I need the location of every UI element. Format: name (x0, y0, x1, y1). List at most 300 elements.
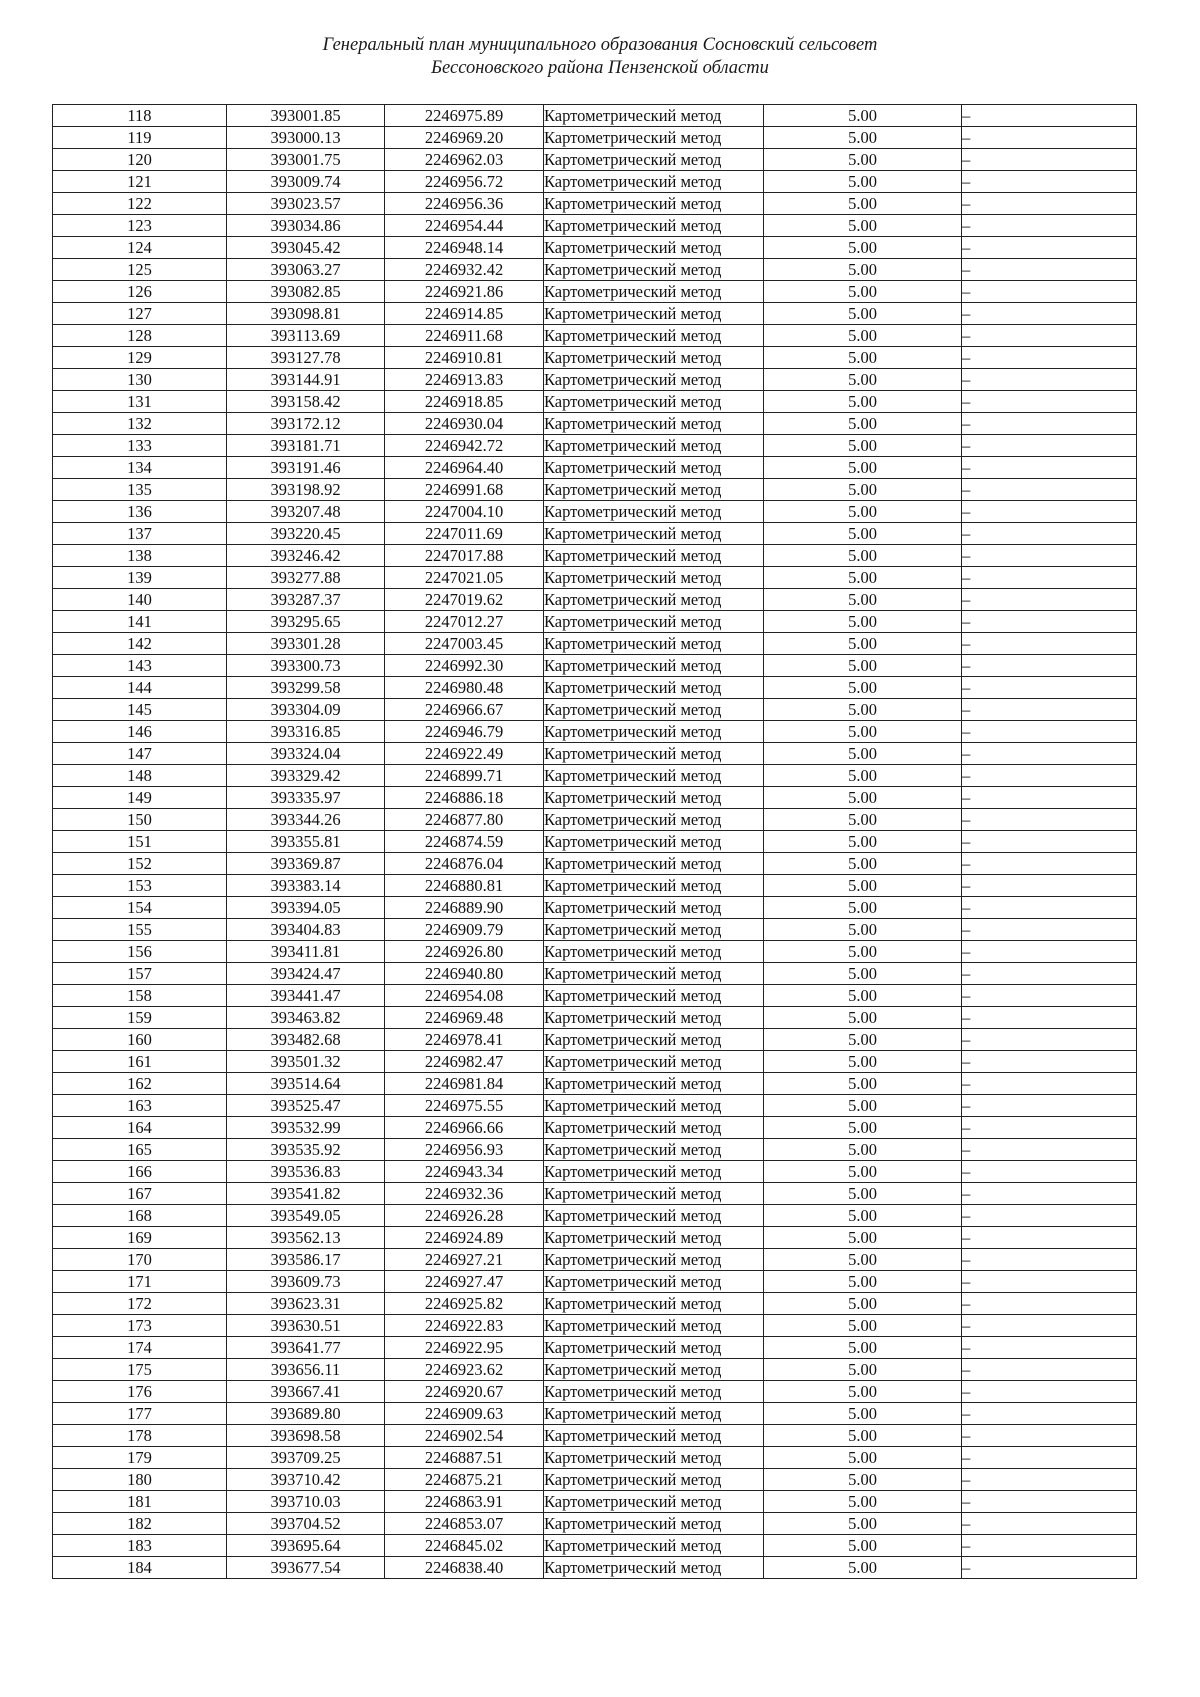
table-row (53, 523, 1137, 545)
accuracy-cell: 5.00 (764, 1227, 962, 1249)
accuracy-cell: 5.00 (764, 1359, 962, 1381)
note-cell: – (962, 479, 1137, 501)
table-row (53, 875, 1137, 897)
note-cell: – (962, 1513, 1137, 1535)
note-cell: – (962, 787, 1137, 809)
method-cell: Картометрический метод (544, 1271, 764, 1293)
y-coordinate-cell: 2247003.45 (385, 633, 544, 655)
x-coordinate-cell: 393514.64 (227, 1073, 385, 1095)
accuracy-cell: 5.00 (764, 875, 962, 897)
point-number-cell: 142 (53, 633, 227, 655)
method-cell: Картометрический метод (544, 1359, 764, 1381)
method-cell: Картометрический метод (544, 1249, 764, 1271)
x-coordinate-cell: 393023.57 (227, 193, 385, 215)
note-cell: – (962, 1293, 1137, 1315)
note-cell: – (962, 1403, 1137, 1425)
y-coordinate-cell: 2246911.68 (385, 325, 544, 347)
y-coordinate-cell: 2246899.71 (385, 765, 544, 787)
y-coordinate-cell: 2246924.89 (385, 1227, 544, 1249)
note-cell: – (962, 1359, 1137, 1381)
point-number-cell: 125 (53, 259, 227, 281)
accuracy-cell: 5.00 (764, 985, 962, 1007)
point-number-cell: 175 (53, 1359, 227, 1381)
point-number-cell: 148 (53, 765, 227, 787)
y-coordinate-cell: 2246982.47 (385, 1051, 544, 1073)
table-row (53, 171, 1137, 193)
x-coordinate-cell: 393045.42 (227, 237, 385, 259)
note-cell: – (962, 457, 1137, 479)
table-row (53, 1293, 1137, 1315)
x-coordinate-cell: 393641.77 (227, 1337, 385, 1359)
table-row (53, 1095, 1137, 1117)
note-cell: – (962, 369, 1137, 391)
coordinates-table (52, 104, 1137, 1579)
y-coordinate-cell: 2246927.47 (385, 1271, 544, 1293)
accuracy-cell: 5.00 (764, 1293, 962, 1315)
note-cell: – (962, 875, 1137, 897)
table-row (53, 1557, 1137, 1579)
y-coordinate-cell: 2246969.48 (385, 1007, 544, 1029)
y-coordinate-cell: 2246980.48 (385, 677, 544, 699)
point-number-cell: 182 (53, 1513, 227, 1535)
y-coordinate-cell: 2247019.62 (385, 589, 544, 611)
table-row (53, 1403, 1137, 1425)
note-cell: – (962, 1271, 1137, 1293)
y-coordinate-cell: 2247011.69 (385, 523, 544, 545)
note-cell: – (962, 853, 1137, 875)
x-coordinate-cell: 393304.09 (227, 699, 385, 721)
accuracy-cell: 5.00 (764, 1381, 962, 1403)
point-number-cell: 160 (53, 1029, 227, 1051)
note-cell: – (962, 303, 1137, 325)
y-coordinate-cell: 2246922.49 (385, 743, 544, 765)
point-number-cell: 124 (53, 237, 227, 259)
method-cell: Картометрический метод (544, 127, 764, 149)
method-cell: Картометрический метод (544, 259, 764, 281)
y-coordinate-cell: 2246956.93 (385, 1139, 544, 1161)
x-coordinate-cell: 393295.65 (227, 611, 385, 633)
x-coordinate-cell: 393355.81 (227, 831, 385, 853)
document-header (0, 34, 1200, 80)
y-coordinate-cell: 2246975.89 (385, 105, 544, 127)
accuracy-cell: 5.00 (764, 1337, 962, 1359)
note-cell: – (962, 1425, 1137, 1447)
accuracy-cell: 5.00 (764, 1139, 962, 1161)
point-number-cell: 157 (53, 963, 227, 985)
x-coordinate-cell: 393525.47 (227, 1095, 385, 1117)
note-cell: – (962, 963, 1137, 985)
table-row (53, 1249, 1137, 1271)
y-coordinate-cell: 2247021.05 (385, 567, 544, 589)
table-row (53, 479, 1137, 501)
note-cell: – (962, 919, 1137, 941)
method-cell: Картометрический метод (544, 963, 764, 985)
note-cell: – (962, 589, 1137, 611)
note-cell: – (962, 1051, 1137, 1073)
accuracy-cell: 5.00 (764, 1513, 962, 1535)
accuracy-cell: 5.00 (764, 1315, 962, 1337)
note-cell: – (962, 413, 1137, 435)
accuracy-cell: 5.00 (764, 193, 962, 215)
accuracy-cell: 5.00 (764, 1249, 962, 1271)
note-cell: – (962, 105, 1137, 127)
point-number-cell: 144 (53, 677, 227, 699)
accuracy-cell: 5.00 (764, 809, 962, 831)
accuracy-cell: 5.00 (764, 1029, 962, 1051)
x-coordinate-cell: 393335.97 (227, 787, 385, 809)
method-cell: Картометрический метод (544, 1073, 764, 1095)
point-number-cell: 176 (53, 1381, 227, 1403)
x-coordinate-cell: 393383.14 (227, 875, 385, 897)
table-row (53, 149, 1137, 171)
y-coordinate-cell: 2246918.85 (385, 391, 544, 413)
y-coordinate-cell: 2246853.07 (385, 1513, 544, 1535)
note-cell: – (962, 1117, 1137, 1139)
table-row (53, 853, 1137, 875)
method-cell: Картометрический метод (544, 831, 764, 853)
accuracy-cell: 5.00 (764, 919, 962, 941)
note-cell: – (962, 743, 1137, 765)
x-coordinate-cell: 393463.82 (227, 1007, 385, 1029)
table-row (53, 1447, 1137, 1469)
note-cell: – (962, 1315, 1137, 1337)
accuracy-cell: 5.00 (764, 259, 962, 281)
table-row (53, 611, 1137, 633)
method-cell: Картометрический метод (544, 193, 764, 215)
method-cell: Картометрический метод (544, 325, 764, 347)
table-row (53, 413, 1137, 435)
accuracy-cell: 5.00 (764, 1491, 962, 1513)
x-coordinate-cell: 393034.86 (227, 215, 385, 237)
accuracy-cell: 5.00 (764, 765, 962, 787)
note-cell: – (962, 391, 1137, 413)
y-coordinate-cell: 2246956.72 (385, 171, 544, 193)
x-coordinate-cell: 393541.82 (227, 1183, 385, 1205)
x-coordinate-cell: 393198.92 (227, 479, 385, 501)
point-number-cell: 166 (53, 1161, 227, 1183)
x-coordinate-cell: 393063.27 (227, 259, 385, 281)
table-row (53, 1491, 1137, 1513)
table-row (53, 105, 1137, 127)
note-cell: – (962, 809, 1137, 831)
x-coordinate-cell: 393127.78 (227, 347, 385, 369)
x-coordinate-cell: 393344.26 (227, 809, 385, 831)
accuracy-cell: 5.00 (764, 105, 962, 127)
point-number-cell: 145 (53, 699, 227, 721)
accuracy-cell: 5.00 (764, 215, 962, 237)
note-cell: – (962, 1535, 1137, 1557)
method-cell: Картометрический метод (544, 1403, 764, 1425)
accuracy-cell: 5.00 (764, 303, 962, 325)
y-coordinate-cell: 2246954.08 (385, 985, 544, 1007)
note-cell: – (962, 215, 1137, 237)
method-cell: Картометрический метод (544, 809, 764, 831)
table-row (53, 435, 1137, 457)
method-cell: Картометрический метод (544, 281, 764, 303)
method-cell: Картометрический метод (544, 985, 764, 1007)
point-number-cell: 168 (53, 1205, 227, 1227)
y-coordinate-cell: 2246875.21 (385, 1469, 544, 1491)
method-cell: Картометрический метод (544, 369, 764, 391)
table-row (53, 787, 1137, 809)
table-row (53, 831, 1137, 853)
x-coordinate-cell: 393404.83 (227, 919, 385, 941)
note-cell: – (962, 171, 1137, 193)
point-number-cell: 171 (53, 1271, 227, 1293)
table-row (53, 1183, 1137, 1205)
x-coordinate-cell: 393098.81 (227, 303, 385, 325)
point-number-cell: 139 (53, 567, 227, 589)
y-coordinate-cell: 2246909.63 (385, 1403, 544, 1425)
x-coordinate-cell: 393586.17 (227, 1249, 385, 1271)
x-coordinate-cell: 393144.91 (227, 369, 385, 391)
accuracy-cell: 5.00 (764, 589, 962, 611)
x-coordinate-cell: 393220.45 (227, 523, 385, 545)
table-row (53, 1051, 1137, 1073)
point-number-cell: 128 (53, 325, 227, 347)
method-cell: Картометрический метод (544, 105, 764, 127)
note-cell: – (962, 1381, 1137, 1403)
y-coordinate-cell: 2246922.95 (385, 1337, 544, 1359)
point-number-cell: 162 (53, 1073, 227, 1095)
point-number-cell: 131 (53, 391, 227, 413)
method-cell: Картометрический метод (544, 1337, 764, 1359)
y-coordinate-cell: 2246926.28 (385, 1205, 544, 1227)
note-cell: – (962, 1183, 1137, 1205)
x-coordinate-cell: 393441.47 (227, 985, 385, 1007)
table-row (53, 633, 1137, 655)
method-cell: Картометрический метод (544, 237, 764, 259)
table-row (53, 1227, 1137, 1249)
y-coordinate-cell: 2246978.41 (385, 1029, 544, 1051)
x-coordinate-cell: 393207.48 (227, 501, 385, 523)
accuracy-cell: 5.00 (764, 281, 962, 303)
point-number-cell: 169 (53, 1227, 227, 1249)
x-coordinate-cell: 393009.74 (227, 171, 385, 193)
note-cell: – (962, 281, 1137, 303)
point-number-cell: 178 (53, 1425, 227, 1447)
accuracy-cell: 5.00 (764, 347, 962, 369)
note-cell: – (962, 1073, 1137, 1095)
point-number-cell: 127 (53, 303, 227, 325)
y-coordinate-cell: 2246975.55 (385, 1095, 544, 1117)
y-coordinate-cell: 2246913.83 (385, 369, 544, 391)
y-coordinate-cell: 2246940.80 (385, 963, 544, 985)
note-cell: – (962, 1007, 1137, 1029)
method-cell: Картометрический метод (544, 941, 764, 963)
x-coordinate-cell: 393300.73 (227, 655, 385, 677)
point-number-cell: 143 (53, 655, 227, 677)
x-coordinate-cell: 393609.73 (227, 1271, 385, 1293)
point-number-cell: 155 (53, 919, 227, 941)
point-number-cell: 132 (53, 413, 227, 435)
y-coordinate-cell: 2246946.79 (385, 721, 544, 743)
point-number-cell: 123 (53, 215, 227, 237)
method-cell: Картометрический метод (544, 1315, 764, 1337)
y-coordinate-cell: 2246954.44 (385, 215, 544, 237)
point-number-cell: 122 (53, 193, 227, 215)
table-row (53, 1271, 1137, 1293)
point-number-cell: 165 (53, 1139, 227, 1161)
method-cell: Картометрический метод (544, 303, 764, 325)
method-cell: Картометрический метод (544, 765, 764, 787)
point-number-cell: 140 (53, 589, 227, 611)
method-cell: Картометрический метод (544, 501, 764, 523)
x-coordinate-cell: 393158.42 (227, 391, 385, 413)
point-number-cell: 173 (53, 1315, 227, 1337)
method-cell: Картометрический метод (544, 633, 764, 655)
method-cell: Картометрический метод (544, 1425, 764, 1447)
accuracy-cell: 5.00 (764, 721, 962, 743)
note-cell: – (962, 1205, 1137, 1227)
method-cell: Картометрический метод (544, 567, 764, 589)
y-coordinate-cell: 2246914.85 (385, 303, 544, 325)
y-coordinate-cell: 2246877.80 (385, 809, 544, 831)
table-row (53, 699, 1137, 721)
method-cell: Картометрический метод (544, 149, 764, 171)
x-coordinate-cell: 393709.25 (227, 1447, 385, 1469)
table-row (53, 501, 1137, 523)
point-number-cell: 150 (53, 809, 227, 831)
table-row (53, 765, 1137, 787)
note-cell: – (962, 127, 1137, 149)
point-number-cell: 129 (53, 347, 227, 369)
accuracy-cell: 5.00 (764, 237, 962, 259)
note-cell: – (962, 721, 1137, 743)
x-coordinate-cell: 393704.52 (227, 1513, 385, 1535)
y-coordinate-cell: 2246991.68 (385, 479, 544, 501)
table-row (53, 1073, 1137, 1095)
table-row (53, 721, 1137, 743)
y-coordinate-cell: 2246923.62 (385, 1359, 544, 1381)
method-cell: Картометрический метод (544, 1095, 764, 1117)
x-coordinate-cell: 393562.13 (227, 1227, 385, 1249)
point-number-cell: 126 (53, 281, 227, 303)
header-line-2: Бессоновского района Пензенской области (431, 58, 769, 78)
accuracy-cell: 5.00 (764, 611, 962, 633)
y-coordinate-cell: 2246902.54 (385, 1425, 544, 1447)
table-row (53, 919, 1137, 941)
point-number-cell: 121 (53, 171, 227, 193)
table-row (53, 567, 1137, 589)
note-cell: – (962, 567, 1137, 589)
point-number-cell: 120 (53, 149, 227, 171)
accuracy-cell: 5.00 (764, 413, 962, 435)
y-coordinate-cell: 2246910.81 (385, 347, 544, 369)
note-cell: – (962, 523, 1137, 545)
note-cell: – (962, 1029, 1137, 1051)
note-cell: – (962, 831, 1137, 853)
point-number-cell: 154 (53, 897, 227, 919)
accuracy-cell: 5.00 (764, 699, 962, 721)
method-cell: Картометрический метод (544, 677, 764, 699)
y-coordinate-cell: 2246932.36 (385, 1183, 544, 1205)
accuracy-cell: 5.00 (764, 1117, 962, 1139)
x-coordinate-cell: 393369.87 (227, 853, 385, 875)
accuracy-cell: 5.00 (764, 853, 962, 875)
y-coordinate-cell: 2246887.51 (385, 1447, 544, 1469)
accuracy-cell: 5.00 (764, 369, 962, 391)
table-row (53, 1469, 1137, 1491)
method-cell: Картометрический метод (544, 721, 764, 743)
y-coordinate-cell: 2246838.40 (385, 1557, 544, 1579)
y-coordinate-cell: 2246942.72 (385, 435, 544, 457)
note-cell: – (962, 897, 1137, 919)
header-line-1: Генеральный план муниципального образования Сосновский сельсовет (322, 35, 878, 55)
method-cell: Картометрический метод (544, 589, 764, 611)
table-row (53, 743, 1137, 765)
table-row (53, 1007, 1137, 1029)
table-row (53, 1205, 1137, 1227)
accuracy-cell: 5.00 (764, 1183, 962, 1205)
accuracy-cell: 5.00 (764, 325, 962, 347)
note-cell: – (962, 611, 1137, 633)
accuracy-cell: 5.00 (764, 1447, 962, 1469)
x-coordinate-cell: 393536.83 (227, 1161, 385, 1183)
accuracy-cell: 5.00 (764, 1469, 962, 1491)
x-coordinate-cell: 393689.80 (227, 1403, 385, 1425)
x-coordinate-cell: 393677.54 (227, 1557, 385, 1579)
note-cell: – (962, 1227, 1137, 1249)
accuracy-cell: 5.00 (764, 941, 962, 963)
y-coordinate-cell: 2246966.66 (385, 1117, 544, 1139)
y-coordinate-cell: 2246956.36 (385, 193, 544, 215)
method-cell: Картометрический метод (544, 171, 764, 193)
method-cell: Картометрический метод (544, 655, 764, 677)
x-coordinate-cell: 393324.04 (227, 743, 385, 765)
method-cell: Картометрический метод (544, 435, 764, 457)
method-cell: Картометрический метод (544, 1139, 764, 1161)
x-coordinate-cell: 393394.05 (227, 897, 385, 919)
accuracy-cell: 5.00 (764, 1535, 962, 1557)
accuracy-cell: 5.00 (764, 1205, 962, 1227)
accuracy-cell: 5.00 (764, 633, 962, 655)
method-cell: Картометрический метод (544, 1029, 764, 1051)
accuracy-cell: 5.00 (764, 149, 962, 171)
table-row (53, 1359, 1137, 1381)
point-number-cell: 130 (53, 369, 227, 391)
note-cell: – (962, 655, 1137, 677)
table-row (53, 1535, 1137, 1557)
point-number-cell: 170 (53, 1249, 227, 1271)
table-row (53, 589, 1137, 611)
y-coordinate-cell: 2246909.79 (385, 919, 544, 941)
table-row (53, 1425, 1137, 1447)
accuracy-cell: 5.00 (764, 1007, 962, 1029)
y-coordinate-cell: 2246992.30 (385, 655, 544, 677)
method-cell: Картометрический метод (544, 479, 764, 501)
table-row (53, 281, 1137, 303)
method-cell: Картометрический метод (544, 1183, 764, 1205)
note-cell: – (962, 1249, 1137, 1271)
x-coordinate-cell: 393172.12 (227, 413, 385, 435)
point-number-cell: 164 (53, 1117, 227, 1139)
method-cell: Картометрический метод (544, 853, 764, 875)
y-coordinate-cell: 2246876.04 (385, 853, 544, 875)
method-cell: Картометрический метод (544, 347, 764, 369)
accuracy-cell: 5.00 (764, 655, 962, 677)
point-number-cell: 184 (53, 1557, 227, 1579)
table-row (53, 985, 1137, 1007)
accuracy-cell: 5.00 (764, 963, 962, 985)
y-coordinate-cell: 2247012.27 (385, 611, 544, 633)
table-row (53, 1315, 1137, 1337)
accuracy-cell: 5.00 (764, 1095, 962, 1117)
note-cell: – (962, 699, 1137, 721)
method-cell: Картометрический метод (544, 1205, 764, 1227)
accuracy-cell: 5.00 (764, 501, 962, 523)
x-coordinate-cell: 393656.11 (227, 1359, 385, 1381)
